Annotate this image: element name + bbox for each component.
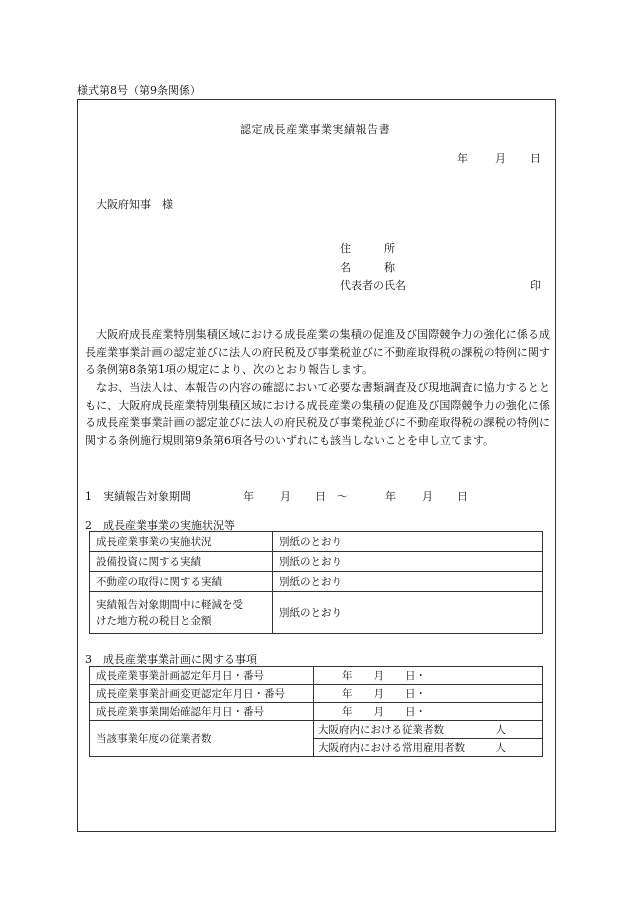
table-cell-line: けた地方税の税目と金額 [96,614,212,627]
employees-row [314,739,543,757]
addressee: 大阪府知事 様 [96,198,173,211]
table-row [90,552,543,572]
body-paragraph-1: 大阪府成長産業特別集積区域における成長産業の集積の促進及び国際競争力の強化に係る成長産業事業計画の認定並びに法人の府民税及び事業税並びに不動産取得税の課税の特例に関する条例第8条第1項の規定により、次のとおり報告します。 [85,328,550,376]
table-row [90,685,543,703]
section1-tilde: ～ [337,490,348,503]
employees-unit: 人 [495,724,506,736]
table-cell-item: 成長産業事業の実施状況 [90,532,273,552]
employees-row [314,721,543,739]
table-row [90,703,543,721]
address-label: 住 所 [340,242,395,255]
employees-unit: 人 [495,742,506,754]
document-title: 認定成長産業事業実績報告書 [240,123,391,136]
section1-month2: 月 [422,490,433,503]
table-row [90,532,543,552]
table-cell-item: 成長産業事業計画変更認定年月日・番号 [90,685,314,703]
section2-label: 2 成長産業事業の実施状況等 [85,519,235,532]
name-label: 名 称 [340,261,395,274]
employees-label: 当該事業年度の従業者数 [90,721,314,757]
table-row [90,572,543,592]
table-cell-item [90,592,273,634]
table-cell-item: 設備投資に関する実績 [90,552,273,572]
table-cell-line: 実績報告対象期間中に軽減を受 [96,598,243,611]
section1-day: 日 [315,490,326,503]
table-row [90,667,543,685]
section1-day2: 日 [457,490,468,503]
form-number: 様式第8号（第9条関係） [77,84,201,97]
seal-mark: 印 [530,279,541,292]
employees-row-label: 大阪府内における従業者数 [318,724,444,736]
section1-month: 月 [280,490,291,503]
section2-table [89,531,543,634]
table-cell-value: 年 月 日・ [314,667,543,685]
table-row [90,721,543,739]
table-cell-item: 成長産業事業計画認定年月日・番号 [90,667,314,685]
section1-year2: 年 [385,490,396,503]
employees-row-label: 大阪府内における常用雇用者数 [318,742,465,754]
table-cell-value: 年 月 日・ [314,703,543,721]
date-month: 月 [495,152,506,165]
body-paragraph-2: なお、当法人は、本報告の内容の確認において必要な書類調査及び現地調査に協力するとともに、大阪府成長産業特別集積区域における成長産業の集積の促進及び国際競争力の強化に係る成長産業事業計画の認定並びに法人の府民税及び事業税並びに不動産取得税の課税の特例に関する条例施行規則第9条第6項各号のいずれにも該当しないことを申し立てます。 [85,381,550,447]
table-cell-value: 年 月 日・ [314,685,543,703]
date-year: 年 [457,152,468,165]
table-cell-item: 不動産の取得に関する実績 [90,572,273,592]
table-cell-value: 別紙のとおり [273,532,543,552]
table-cell-value: 別紙のとおり [273,572,543,592]
table-cell-value: 別紙のとおり [273,552,543,572]
table-row [90,592,543,634]
table-cell-item: 成長産業事業開始確認年月日・番号 [90,703,314,721]
representative-label: 代表者の氏名 [340,279,406,292]
table-cell-value: 別紙のとおり [273,592,543,634]
section3-label: 3 成長産業事業計画に関する事項 [85,653,257,666]
date-day: 日 [530,152,541,165]
section3-table [89,666,543,757]
section1-label: 1 実績報告対象期間 [85,490,191,503]
section1-year: 年 [243,490,254,503]
